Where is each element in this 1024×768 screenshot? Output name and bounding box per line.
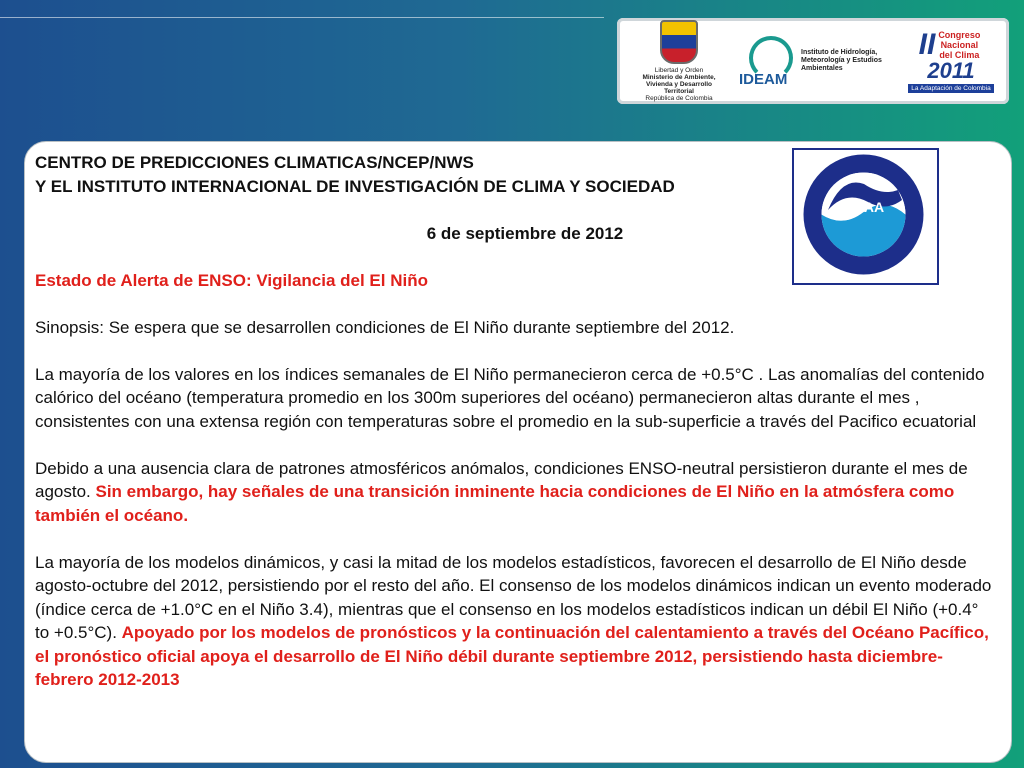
- document-date: 6 de septiembre de 2012: [426, 223, 624, 243]
- ministerio-logo: Libertad y Orden Ministerio de Ambiente, Vivienda y Desarrollo Territorial República de Colombia: [639, 18, 719, 104]
- document-body: [35, 151, 995, 692]
- synopsis: Sinopsis: Se espera que se desarrollen condiciones de El Niño durante septiembre del 2012.: [35, 317, 735, 337]
- paragraph-2: Debido a una ausencia clara de patrones atmosféricos anómalos, condiciones ENSO-neutral persistieron durante el mes de agosto. Sin embargo, hay señales de una transición inminente hacia condiciones de El Niño en la atmósfera como también el océano.: [35, 458, 968, 525]
- ideam-logo: IDEAM Instituto de Hidrología, Meteorología y Estudios Ambientales: [735, 18, 887, 104]
- congreso-logo: II Congreso Nacional del Clima 2011 La Adaptación de Colombia: [901, 18, 1001, 104]
- coat-of-arms-icon: [660, 20, 698, 64]
- paragraph-1: La mayoría de los valores en los índices semanales de El Niño permanecieron cerca de +0.5°C . Las anomalías del contenido calórico del océano (temperatura promedio en los 300m superiores del océano) permanecieron altas durante el mes , consistentes con una extensa región con temperaturas sobre el promedio en la sub-superficie a través del Pacifico ecuatorial: [35, 364, 985, 431]
- header-divider: [0, 17, 604, 18]
- header-line-1: CENTRO DE PREDICCIONES CLIMATICAS/NCEP/NWS: [35, 153, 474, 172]
- logo-strip: [617, 18, 1009, 104]
- alert-status: Estado de Alerta de ENSO: Vigilancia del El Niño: [35, 270, 428, 290]
- header-line-2: Y EL INSTITUTO INTERNACIONAL DE INVESTIGACIÓN DE CLIMA Y SOCIEDAD: [35, 176, 675, 196]
- paragraph-2-highlight: Sin embargo, hay señales de una transición inminente hacia condiciones de El Niño en la atmósfera como también el océano.: [35, 482, 955, 525]
- paragraph-3-highlight: Apoyado por los modelos de pronósticos y la continuación del calentamiento a través del Océano Pacífico, el pronóstico oficial apoya el desarrollo de El Niño débil durante septiembre 2012, persistiendo hasta diciembre-febrero 2012-2013: [35, 623, 989, 689]
- svg-text:NOAA: NOAA: [842, 199, 885, 215]
- paragraph-3: La mayoría de los modelos dinámicos, y casi la mitad de los modelos estadísticos, favorecen el desarrollo de El Niño desde agosto-octubre del 2012, persistiendo por el resto del año. El consenso de los modelos dinámicos indican un evento moderado (índice cerca de +1.0°C en el Niño 3.4), mientras que el consenso en los modelos estadísticos indican un débil El Niño (+0.4° to +0.5°C). Apoyado por los modelos de pronósticos y la continuación del calentamiento a través del Océano Pacífico, el pronóstico oficial apoya el desarrollo de El Niño débil durante septiembre 2012, persistiendo hasta diciembre-febrero 2012-2013: [35, 552, 992, 689]
